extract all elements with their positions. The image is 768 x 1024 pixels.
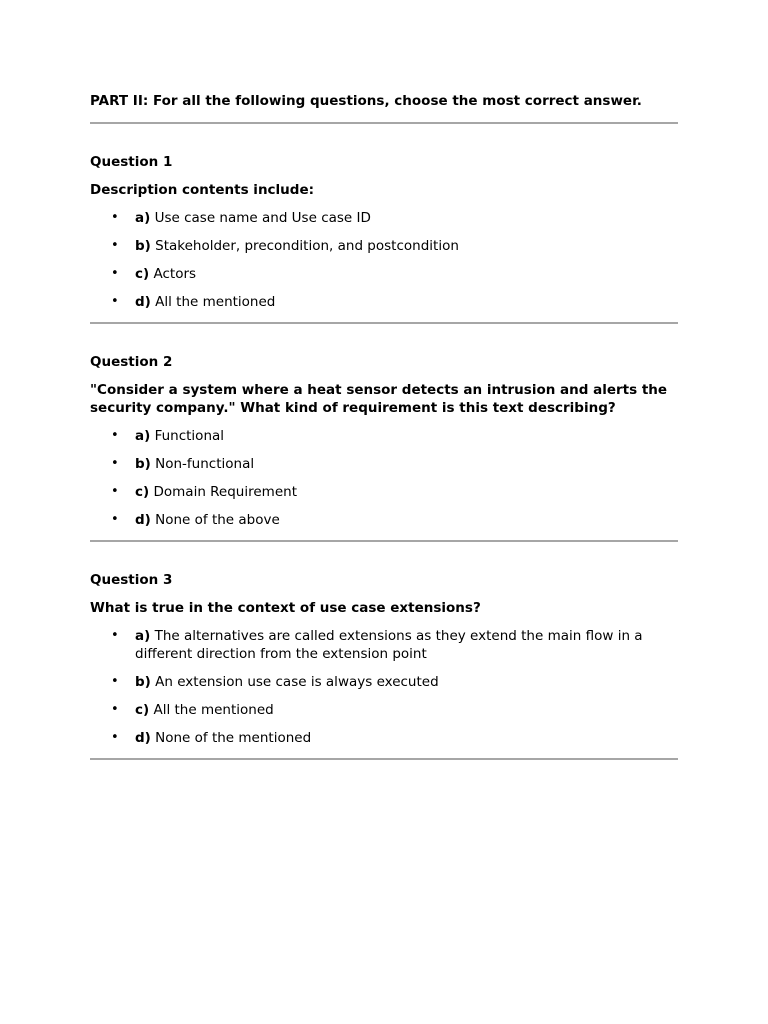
option-text: Use case name and Use case ID [154,210,371,226]
option-text: Functional [154,428,225,444]
question-1 [90,124,678,324]
question-number: Question 1 [90,154,173,170]
part-heading: PART II: For all the following questions, choose the most correct answer. [90,93,642,109]
option-letter: d) [135,294,151,310]
bullet-icon: • [111,428,119,443]
option-text: None of the above [155,512,280,528]
option-text: Actors [153,266,197,282]
question-3 [90,542,678,760]
bullet-icon: • [111,674,119,689]
option-d [90,729,678,747]
option-c [90,265,678,283]
option-c [90,483,678,501]
option-d [90,511,678,529]
option-d [90,293,678,311]
option-list [90,627,678,747]
option-letter: d) [135,730,151,746]
option-list [90,209,678,311]
option-letter: a) [135,428,151,444]
option-text: Domain Requirement [153,484,297,500]
option-text: The alternatives are called extensions as they extend the main flow in a different direction from the extension point [135,628,643,662]
option-a [90,627,678,663]
question-2 [90,324,678,542]
option-text: Stakeholder, precondition, and postcondition [155,238,459,254]
bullet-icon: • [111,294,119,309]
question-number: Question 2 [90,354,173,370]
option-letter: a) [135,628,151,644]
bullet-icon: • [111,266,119,281]
bullet-icon: • [111,484,119,499]
option-b [90,237,678,255]
option-text: None of the mentioned [155,730,312,746]
bullet-icon: • [111,512,119,527]
option-letter: b) [135,238,151,254]
option-a [90,427,678,445]
option-text: Non-functional [155,456,255,472]
option-list [90,427,678,529]
option-letter: c) [135,266,150,282]
bullet-icon: • [111,238,119,253]
option-letter: b) [135,674,151,690]
option-text: All the mentioned [153,702,274,718]
question-text: "Consider a system where a heat sensor detects an intrusion and alerts the security company." What kind of requirement is this text describing? [90,382,668,416]
option-letter: c) [135,702,150,718]
question-number: Question 3 [90,572,173,588]
bullet-icon: • [111,628,119,643]
option-b [90,455,678,473]
option-letter: a) [135,210,151,226]
question-text: What is true in the context of use case extensions? [90,600,481,616]
bullet-icon: • [111,456,119,471]
bullet-icon: • [111,210,119,225]
bullet-icon: • [111,702,119,717]
option-text: All the mentioned [155,294,276,310]
bullet-icon: • [111,730,119,745]
quiz-document [90,92,678,760]
option-text: An extension use case is always executed [155,674,439,690]
divider [90,758,678,760]
question-text: Description contents include: [90,182,315,198]
option-c [90,701,678,719]
option-b [90,673,678,691]
option-letter: d) [135,512,151,528]
option-letter: b) [135,456,151,472]
option-letter: c) [135,484,150,500]
option-a [90,209,678,227]
